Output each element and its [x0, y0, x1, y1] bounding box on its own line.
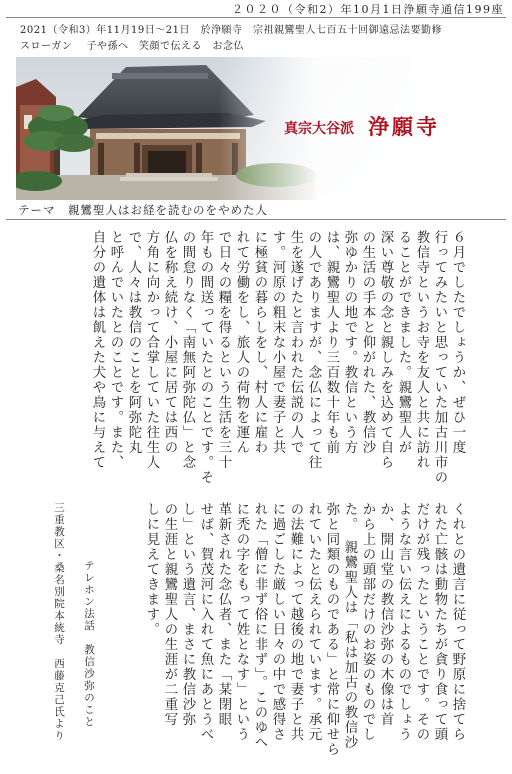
header-rule: [6, 17, 506, 18]
source-credit-title: テレホン法話 教信沙弥のこと: [83, 560, 95, 728]
event-announcement: 2021（令和3）年11月19日～21日 於浄願寺 宗祖親鸞聖人七百五十回御遠忌法要勤修: [20, 25, 442, 36]
newsletter-issue-line: ２０２０（令和2）年10月1日浄願寺通信199座: [232, 3, 504, 16]
body-line: 弥ゆかりの地です。教信という方: [342, 230, 357, 455]
body-line: に極貧の暮らしをし、村人に雇わ: [252, 230, 267, 455]
body-line: と呼んでいたとのことです。また、: [108, 230, 123, 470]
body-line: 行ってみたいと思っていた加古川市の: [432, 230, 447, 485]
body-line: れていたと伝えられています。承元: [306, 502, 321, 742]
body-line: しに見えてきます。: [144, 502, 159, 637]
body-line: ることができました。親鸞聖人が: [396, 230, 411, 455]
body-line: の生涯と親鸞聖人の生涯が二重写: [162, 502, 177, 727]
body-line: 仏を称え続け、小屋に居ては西の: [162, 230, 177, 455]
essay-body-upper: [46, 230, 466, 485]
body-line: せば、賀茂河に入れて魚にあとうべ: [198, 502, 213, 742]
body-line: 生を遂げたと言われた伝説の人で: [288, 230, 303, 455]
source-credit-attribution: 三重教区・桑名別院本統寺 西藤克己氏より: [53, 502, 65, 742]
body-line: ような言い伝えによるものでしょう: [396, 502, 411, 742]
body-line: は、親鸞聖人より三百数十年も前: [324, 230, 339, 455]
body-line: れた「僧に非ず俗に非ず」。このゆへ: [252, 502, 267, 751]
body-line: ６月でしたでしょうか、ぜひ一度: [450, 230, 465, 455]
body-line: くれとの遺言に従って野原に捨てら: [450, 502, 465, 742]
body-line: から上の頭部だけのお姿のものでし: [360, 502, 375, 742]
body-line: 年もの間送っていたとのことです。そ: [198, 230, 213, 485]
theme-rule: [6, 219, 506, 220]
body-line: か、開山堂の教信沙弥の木像は首: [378, 502, 393, 727]
body-line: 自分の遺体は飢えた犬や鳥に与えて: [90, 230, 105, 470]
body-line: で日々の糧を得るという生活を三十: [216, 230, 231, 470]
body-line: れた亡骸は動物たちが貪り食って頭: [432, 502, 447, 742]
body-line: で、人々は教信のことを阿弥陀丸: [126, 230, 141, 455]
essay-body-lower: [110, 502, 466, 757]
body-line: た。 親鸞聖人は「私は加古の教信沙: [342, 502, 357, 751]
body-line: し」という遺言、まさに教信沙弥: [180, 502, 195, 727]
event-slogan: スローガン 子や孫へ 笑顔で伝える お念仏: [20, 41, 244, 52]
body-line: れて労働をし、旅人の荷物を運ん: [234, 230, 249, 455]
sect-name: 真宗大谷派: [284, 121, 354, 137]
body-line: す。河原の粗末な小屋で妻子と共: [270, 230, 285, 455]
body-line: の間怠りなく「南無阿弥陀仏」と念: [180, 230, 195, 470]
temple-photo: [16, 57, 498, 200]
body-line: 深い尊敬の念と親しみを込めて自ら: [378, 230, 393, 470]
body-line: の人でありますが、念仏によって往: [306, 230, 321, 470]
body-line: に過ごした厳しい日々の中で感得さ: [270, 502, 285, 742]
essay-theme: テーマ 親鸞聖人はお経を読むのをやめた人: [18, 203, 268, 217]
body-line: 教信寺というお寺を友人と共に訪れ: [414, 230, 429, 470]
body-line: 革新された念仏者、また「某閉眼: [216, 502, 231, 727]
body-line: だけが残ったということです。その: [414, 502, 429, 742]
temple-name: 浄願寺: [368, 114, 440, 139]
body-line: に禿の字をもって姓となす」という: [234, 502, 249, 742]
body-line: 方角に向かって合掌していた往生人: [144, 230, 159, 470]
body-line: の生活の手本と仰がれた、教信沙: [360, 230, 375, 455]
temple-banner: [16, 57, 498, 200]
body-line: の法難によって越後の地で妻子と共: [288, 502, 303, 742]
body-line: 弥と同類のものである」と常に仰せら: [324, 502, 339, 757]
